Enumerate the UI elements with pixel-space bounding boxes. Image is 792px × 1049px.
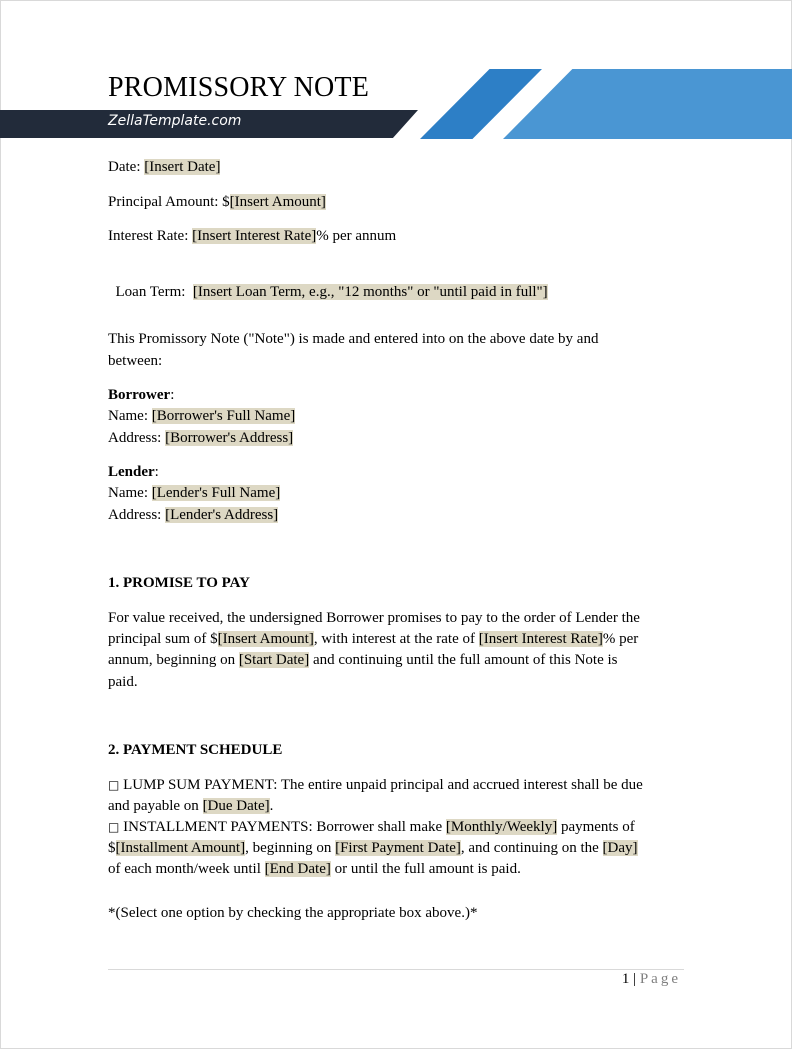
s1-text-b: , with interest at the rate of: [313, 631, 479, 647]
section-1-line-1: For value received, the undersigned Borrower promises to pay to the order of Lender the: [108, 610, 640, 626]
borrower-name-line: [108, 406, 295, 427]
date-label: Date:: [108, 159, 145, 175]
s1-text-c: % per: [602, 631, 639, 647]
installment-line-2: [108, 838, 638, 859]
s1-text-e: and continuing until the full amount of this Note is: [309, 652, 618, 668]
loan-term-label: Loan Term:: [115, 284, 193, 300]
page-label: Page: [639, 971, 681, 987]
borrower-colon: :: [170, 387, 175, 403]
installment-text-b: payments of: [557, 819, 635, 835]
section-2-heading: 2. PAYMENT SCHEDULE: [108, 742, 283, 758]
s1-amount-placeholder: [Insert Amount]: [217, 631, 314, 647]
installment-line-3: [108, 859, 521, 880]
lump-sum-checkbox[interactable]: □: [108, 778, 120, 792]
lender-heading: [108, 462, 159, 483]
borrower-heading: [108, 385, 174, 406]
day-placeholder: [Day]: [602, 840, 638, 856]
s1-text-a: principal sum of $: [108, 631, 218, 647]
interest-suffix: % per annum: [316, 228, 397, 244]
interest-line: [108, 226, 396, 247]
s1-start-placeholder: [Start Date]: [238, 652, 310, 668]
s1-text-d: annum, beginning on: [108, 652, 239, 668]
section-1-line-4: paid.: [108, 674, 138, 690]
installment-text-f: of each month/week until: [108, 861, 265, 877]
lender-name-placeholder: [Lender's Full Name]: [151, 485, 281, 501]
lender-heading-text: Lender: [108, 464, 155, 480]
borrower-address-placeholder: [Borrower's Address]: [165, 430, 294, 446]
lender-address-placeholder: [Lender's Address]: [165, 507, 279, 523]
intro-line-1: This Promissory Note ("Note") is made and entered into on the above date by and: [108, 331, 599, 347]
frequency-placeholder: [Monthly/Weekly]: [445, 819, 558, 835]
principal-line: [108, 192, 326, 213]
lump-sum-text-c: .: [269, 798, 274, 814]
installment-text-g: or until the full amount is paid.: [330, 861, 521, 877]
borrower-address-line: [108, 428, 293, 449]
section-1-line-2: [108, 629, 638, 650]
loan-term-line: [108, 261, 548, 303]
document-title: PROMISSORY NOTE: [108, 72, 370, 103]
footer-rule: [108, 969, 684, 970]
borrower-address-label: Address:: [108, 430, 166, 446]
installment-checkbox[interactable]: □: [108, 820, 120, 834]
borrower-name-placeholder: [Borrower's Full Name]: [151, 408, 296, 424]
interest-placeholder: [Insert Interest Rate]: [192, 228, 317, 244]
date-line: [108, 157, 220, 178]
installment-text-d: , beginning on: [245, 840, 336, 856]
brand-text: ZellaTemplate.com: [108, 113, 242, 129]
first-payment-placeholder: [First Payment Date]: [335, 840, 461, 856]
lender-address-line: [108, 505, 278, 526]
selection-note: *(Select one option by checking the appropriate box above.)*: [108, 905, 478, 921]
section-1-line-3: [108, 650, 618, 671]
page-number: 1: [621, 971, 630, 987]
principal-placeholder: [Insert Amount]: [229, 194, 326, 210]
installment-text-a: INSTALLMENT PAYMENTS: Borrower shall make: [119, 819, 446, 835]
end-date-placeholder: [End Date]: [264, 861, 331, 877]
lender-name-label: Name:: [108, 485, 152, 501]
installment-amount-placeholder: [Installment Amount]: [115, 840, 246, 856]
page-separator: |: [629, 971, 640, 987]
interest-label: Interest Rate:: [108, 228, 193, 244]
lender-name-line: [108, 483, 280, 504]
lump-sum-line-2: [108, 796, 273, 817]
intro-line-2: between:: [108, 353, 163, 369]
lender-address-label: Address:: [108, 507, 166, 523]
borrower-heading-text: Borrower: [108, 387, 171, 403]
principal-label: Principal Amount: $: [108, 194, 230, 210]
lump-sum-text-b: and payable on: [108, 798, 203, 814]
lump-sum-text: LUMP SUM PAYMENT: The entire unpaid principal and accrued interest shall be due: [119, 777, 643, 793]
page-footer: [622, 971, 681, 988]
borrower-name-label: Name:: [108, 408, 152, 424]
installment-text-e: , and continuing on the: [460, 840, 603, 856]
lender-colon: :: [154, 464, 159, 480]
loan-term-placeholder: [Insert Loan Term, e.g., "12 months" or "until paid in full"]: [192, 284, 548, 300]
date-placeholder: [Insert Date]: [144, 159, 221, 175]
due-date-placeholder: [Due Date]: [202, 798, 270, 814]
lump-sum-option: [108, 775, 643, 796]
s1-rate-placeholder: [Insert Interest Rate]: [478, 631, 603, 647]
section-1-heading: 1. PROMISE TO PAY: [108, 575, 250, 591]
installment-text-c: $: [108, 840, 116, 856]
installment-option: [108, 817, 635, 838]
